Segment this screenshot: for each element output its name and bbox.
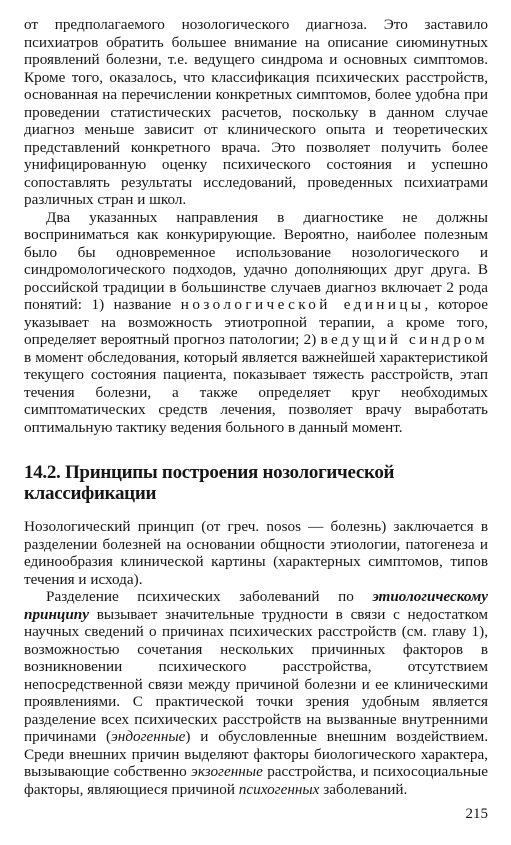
page-number: 215 bbox=[465, 806, 488, 822]
spaced-term-nosological-unit: нозологической единицы bbox=[180, 296, 425, 313]
text-block-bottom bbox=[24, 518, 488, 798]
emphasis-psychogenic: психогенных bbox=[238, 780, 320, 798]
paragraph-continuation: от предполагаемого нозологического диагноза. Это заставило психиатров обратить большее внимание на описание сиюминутных проявлений болезни, т.е. ведущего синдрома и основных симптомов. Кроме того, оказалось, что классификация психических расстройств, основанная на перечислении конкретных симптомов, более удобна при проведении статистических расчетов, поскольку в данном случае диагноз меньше зависит от клинического опыта и теоретических представлений конкретного врача. Это позволяет получить более унифицированную оценку психического состояния и успешно сопоставлять результаты исследований, проведенных психиатрами различных стран и школ. bbox=[24, 16, 488, 208]
text-run: в момент обследования, который является важнейшей характеристикой текущего состояния пациента, показывает тяжесть расстройств, этап течения болезни, а также определяет круг необходимых симптоматических средств лечения, позволяет врачу выработать оптимальную тактику ведения больного в данный момент. bbox=[24, 348, 488, 436]
text-block-top bbox=[24, 16, 488, 436]
paragraph-two-directions bbox=[24, 209, 488, 437]
text-run: Два указанных направления в диагностике не должны восприниматься как конкурирующие. Вероятно, наиболее полезным было бы одновременное использование нозологического и синдромологического подходов, удачно дополняющих друг друга. В российской традиции в большинстве случаев диагноз включает 2 рода понятий: 1) название bbox=[24, 208, 488, 313]
emphasis-etiological-principle: этиологическому принципу bbox=[24, 588, 488, 623]
emphasis-exogenous: экзогенные bbox=[191, 763, 263, 780]
section-heading: 14.2. Принципы построения нозологической классификации bbox=[24, 462, 395, 504]
text-run: , которое указывает на возможность этиотропной терапии, а кроме того, определяет вероятный прогноз патологии; 2) bbox=[24, 296, 488, 348]
text-run: ) и обусловленные внешним воздействием. Среди внешних причин выделяют факторы биологического характера, вызывающие собственно bbox=[24, 728, 488, 780]
text-run: расстройства, и психосоциальные факторы, являющиеся причиной bbox=[24, 763, 489, 798]
spaced-term-leading-syndrome: ведущий синдром bbox=[320, 331, 488, 348]
paragraph-nosological-principle: Нозологический принцип (от греч. nosos — болезнь) заключается в разделении болезней на основании общности этиологии, патогенеза и единообразия клинической картины (характерных симптомов, типов течения и исхода). bbox=[24, 518, 488, 588]
paragraph-etiological-principle bbox=[24, 588, 488, 798]
text-run: вызывает значительные трудности в связи с недостатком научных сведений о причинах психических расстройств (см. главу 1), возможностью сочетания нескольких причинных факторов в возникновении психического расстройства, отсутствием непосредственной связи между причиной болезни и ее клиническими проявлениями. С практической точки зрения удобным является разделение всех психических расстройств на вызванные внутренними причинами ( bbox=[24, 605, 488, 745]
text-run: Разделение психических заболеваний по bbox=[46, 588, 373, 605]
emphasis-endogenous: эндогенные bbox=[111, 728, 186, 745]
text-run: заболеваний. bbox=[319, 780, 408, 798]
